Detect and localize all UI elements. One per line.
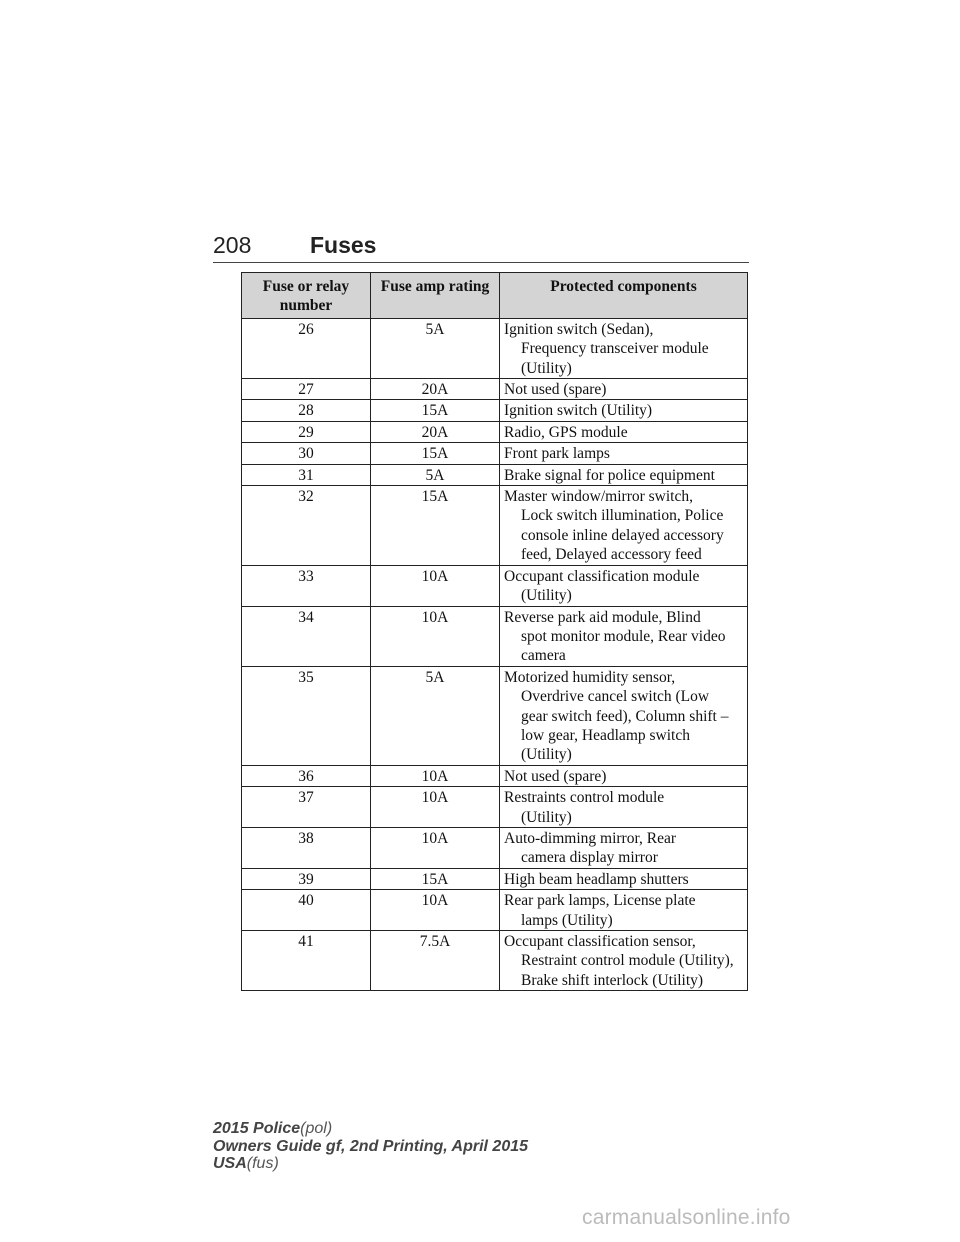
footer-model: 2015 Police xyxy=(213,1120,301,1137)
footer-line-1 xyxy=(213,1120,528,1138)
component-line: Restraints control module xyxy=(504,789,665,807)
footer-model-code: (pol) xyxy=(300,1120,333,1137)
component-line: (Utility) xyxy=(521,587,572,605)
protected-components-cell xyxy=(500,666,748,765)
table-row xyxy=(242,486,748,566)
protected-components-cell xyxy=(500,379,748,400)
fuse-number-cell: 29 xyxy=(242,421,371,442)
table-header-row xyxy=(242,273,748,319)
fuse-number-cell: 27 xyxy=(242,379,371,400)
component-line: lamps (Utility) xyxy=(521,911,613,929)
table-row xyxy=(242,464,748,485)
amp-rating-cell: 5A xyxy=(371,464,500,485)
amp-rating-cell: 10A xyxy=(371,787,500,828)
component-line: Auto-dimming mirror, Rear xyxy=(504,829,676,847)
component-line: camera xyxy=(521,647,566,665)
fuse-number-cell: 33 xyxy=(242,565,371,606)
component-line: Master window/mirror switch, xyxy=(504,488,693,506)
protected-components-cell xyxy=(500,868,748,889)
component-line: Not used (spare) xyxy=(504,381,607,399)
component-line: Frequency transceiver module xyxy=(521,340,709,358)
component-line: gear switch feed), Column shift – xyxy=(521,707,729,725)
protected-components-cell xyxy=(500,827,748,868)
protected-components-cell xyxy=(500,787,748,828)
table-row xyxy=(242,890,748,931)
table-row xyxy=(242,931,748,991)
fuse-table-body xyxy=(242,318,748,990)
component-line: Brake signal for police equipment xyxy=(504,466,715,484)
component-line: Not used (spare) xyxy=(504,767,607,785)
footer-line-3 xyxy=(213,1155,528,1173)
component-line: console inline delayed accessory xyxy=(521,526,724,544)
footer-printing: Owners Guide gf, 2nd Printing, April 2015 xyxy=(213,1137,529,1155)
table-row xyxy=(242,787,748,828)
fuse-number-cell: 35 xyxy=(242,666,371,765)
fuse-number-cell: 32 xyxy=(242,486,371,566)
amp-rating-cell: 15A xyxy=(371,486,500,566)
table-row xyxy=(242,379,748,400)
table-row xyxy=(242,421,748,442)
component-line: Rear park lamps, License plate xyxy=(504,892,696,910)
component-line: low gear, Headlamp switch xyxy=(521,726,690,744)
protected-components-cell xyxy=(500,931,748,991)
protected-components-cell xyxy=(500,890,748,931)
fuse-number-cell: 28 xyxy=(242,400,371,421)
protected-components-cell xyxy=(500,421,748,442)
protected-components-cell xyxy=(500,565,748,606)
component-line: Occupant classification sensor, xyxy=(504,933,696,950)
amp-rating-cell: 5A xyxy=(371,666,500,765)
component-line: (Utility) xyxy=(521,746,572,764)
fuse-number-cell: 41 xyxy=(242,931,371,991)
component-line: Occupant classification module xyxy=(504,567,700,585)
column-header-fuse-number: Fuse or relay number xyxy=(242,273,371,319)
component-line: spot monitor module, Rear video xyxy=(521,627,726,645)
protected-components-cell xyxy=(500,443,748,464)
table-row xyxy=(242,400,748,421)
amp-rating-cell: 15A xyxy=(371,443,500,464)
fuse-table xyxy=(241,272,748,991)
protected-components-cell xyxy=(500,606,748,666)
watermark: carmanualsonline.info xyxy=(582,1206,791,1229)
fuse-number-cell: 37 xyxy=(242,787,371,828)
component-line: High beam headlamp shutters xyxy=(504,870,689,888)
component-line: Front park lamps xyxy=(504,445,610,463)
component-line: Brake shift interlock (Utility) xyxy=(521,971,704,989)
document-footer xyxy=(213,1120,528,1173)
amp-rating-cell: 10A xyxy=(371,565,500,606)
amp-rating-cell: 15A xyxy=(371,868,500,889)
table-row xyxy=(242,565,748,606)
amp-rating-cell: 15A xyxy=(371,400,500,421)
fuse-number-cell: 26 xyxy=(242,318,371,378)
table-row xyxy=(242,443,748,464)
component-line: feed, Delayed accessory feed xyxy=(521,546,702,564)
amp-rating-cell: 20A xyxy=(371,379,500,400)
protected-components-cell xyxy=(500,464,748,485)
fuse-number-cell: 30 xyxy=(242,443,371,464)
amp-rating-cell: 10A xyxy=(371,765,500,786)
fuse-number-cell: 38 xyxy=(242,827,371,868)
component-line: Overdrive cancel switch (Low xyxy=(521,688,710,706)
component-line: Restraint control module (Utility), xyxy=(521,952,734,970)
footer-market-code: (fus) xyxy=(246,1155,279,1172)
table-row xyxy=(242,765,748,786)
component-line: camera display mirror xyxy=(521,849,658,867)
table-row xyxy=(242,318,748,378)
amp-rating-cell: 10A xyxy=(371,606,500,666)
column-header-protected-components: Protected components xyxy=(500,273,748,319)
table-row xyxy=(242,606,748,666)
fuse-number-cell: 31 xyxy=(242,464,371,485)
table-row xyxy=(242,827,748,868)
section-title: Fuses xyxy=(310,232,377,258)
protected-components-cell xyxy=(500,318,748,378)
fuse-number-cell: 34 xyxy=(242,606,371,666)
footer-line-2 xyxy=(213,1138,528,1156)
amp-rating-cell: 5A xyxy=(371,318,500,378)
component-line: Lock switch illumination, Police xyxy=(521,507,724,525)
amp-rating-cell: 10A xyxy=(371,890,500,931)
footer-market: USA xyxy=(213,1155,247,1172)
component-line: Ignition switch (Utility) xyxy=(504,402,653,420)
component-line: (Utility) xyxy=(521,808,572,826)
component-line: (Utility) xyxy=(521,359,572,377)
column-header-amp-rating: Fuse amp rating xyxy=(371,273,500,319)
protected-components-cell xyxy=(500,486,748,566)
component-line: Radio, GPS module xyxy=(504,423,628,441)
amp-rating-cell: 7.5A xyxy=(371,931,500,991)
protected-components-cell xyxy=(500,400,748,421)
table-row xyxy=(242,666,748,765)
component-line: Reverse park aid module, Blind xyxy=(504,608,701,626)
fuse-number-cell: 40 xyxy=(242,890,371,931)
amp-rating-cell: 10A xyxy=(371,827,500,868)
component-line: Motorized humidity sensor, xyxy=(504,668,676,686)
protected-components-cell xyxy=(500,765,748,786)
fuse-number-cell: 36 xyxy=(242,765,371,786)
fuse-number-cell: 39 xyxy=(242,868,371,889)
page-number: 208 xyxy=(213,232,252,258)
component-line: Ignition switch (Sedan), xyxy=(504,320,654,338)
table-row xyxy=(242,868,748,889)
page-header xyxy=(213,232,749,263)
amp-rating-cell: 20A xyxy=(371,421,500,442)
